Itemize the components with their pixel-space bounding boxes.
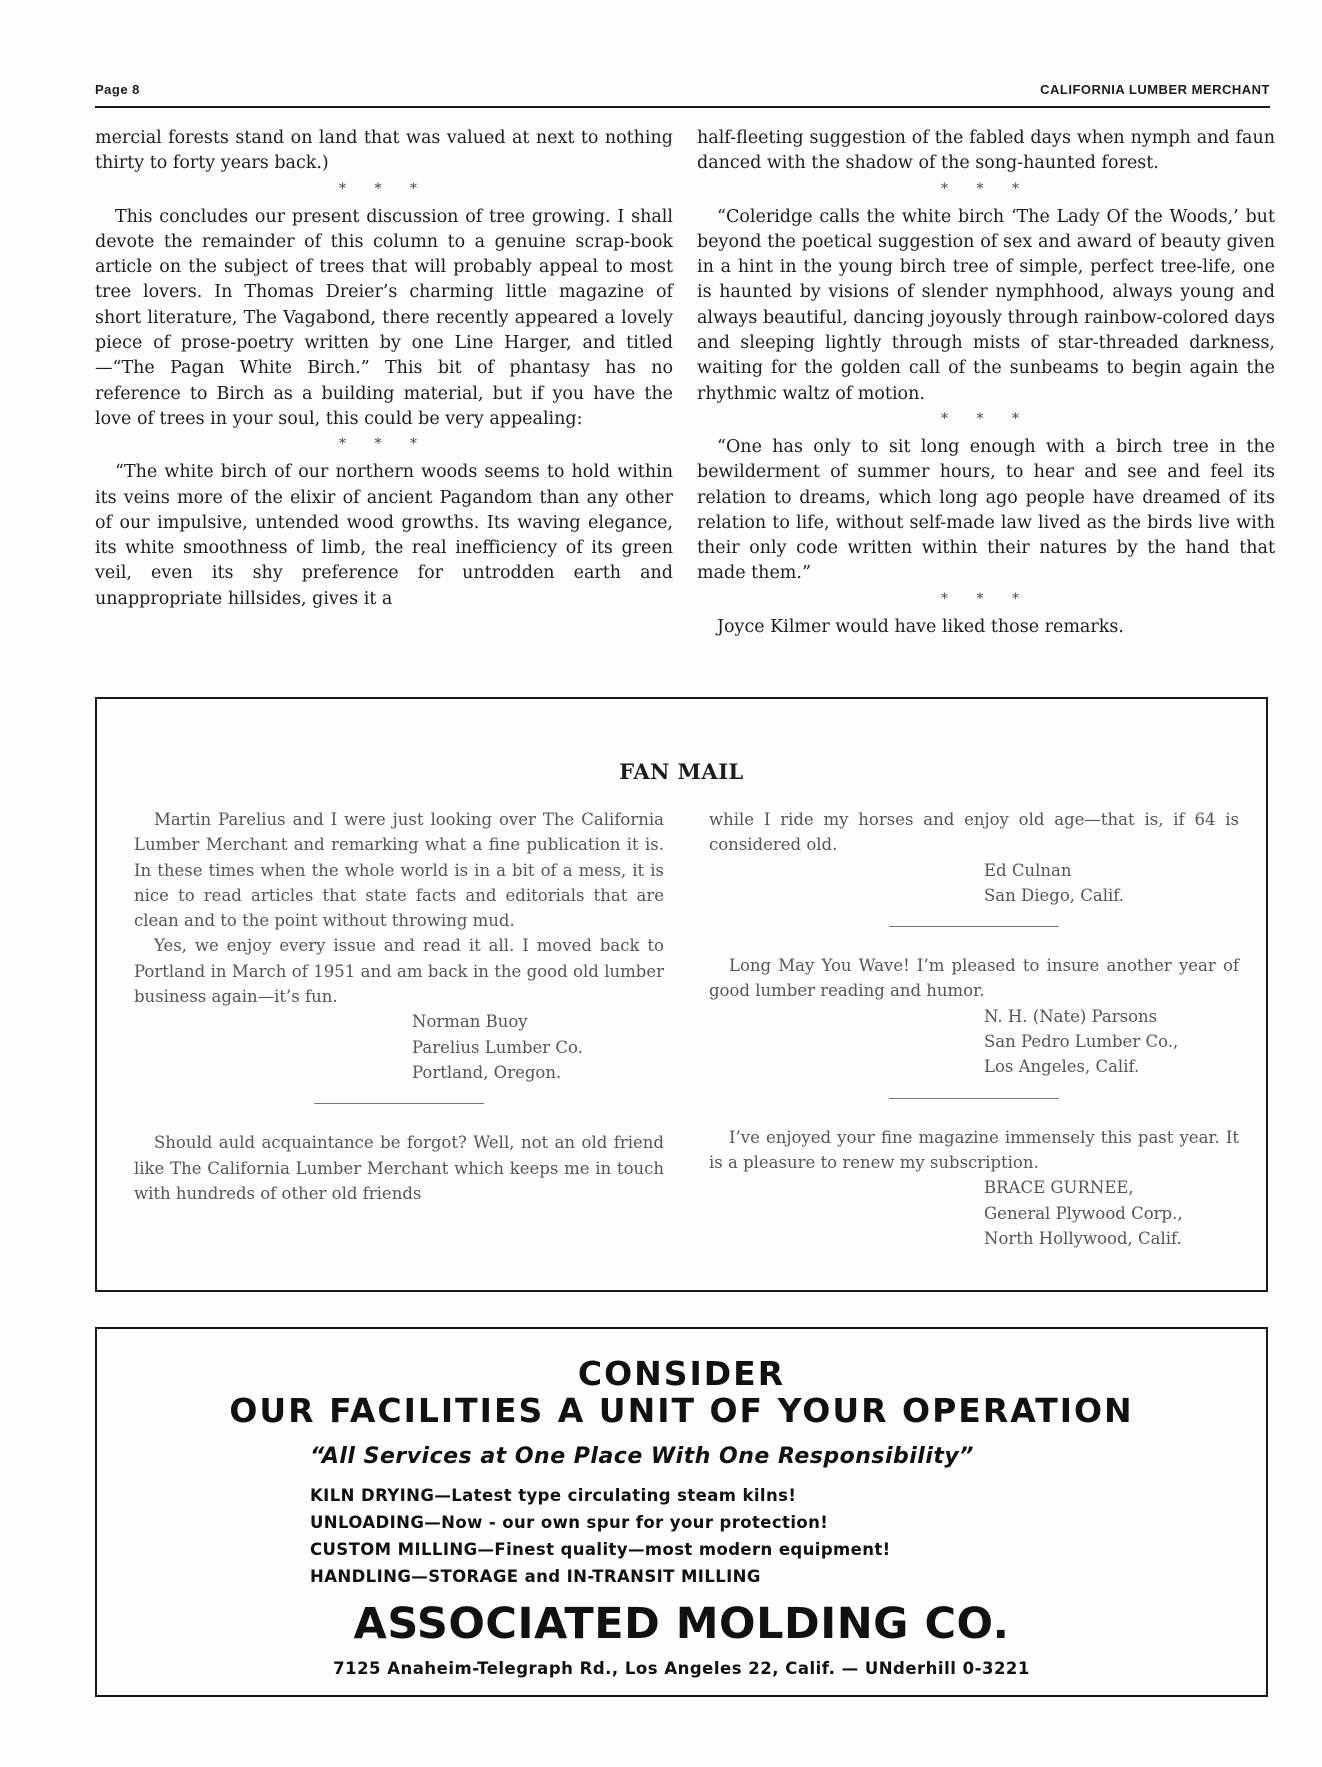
advertisement-box <box>95 1327 1268 1697</box>
signature-line: San Pedro Lumber Co., <box>984 1032 1179 1052</box>
ad-services-list <box>310 1482 891 1590</box>
letter-paragraph: Yes, we enjoy every issue and read it all. I moved back to Portland in March of 1951 and am back in the good old lumber business again—it’s fun. <box>134 936 664 1007</box>
signature-line: Ed Culnan <box>984 860 1072 880</box>
section-divider-stars: * * * <box>941 410 1031 427</box>
article-paragraph: mercial forests stand on land that was valued at next to nothing thirty to forty years back.) <box>95 128 673 174</box>
letter-paragraph: I’ve enjoyed your fine magazine immensely this past year. It is a pleasure to renew my subscription. <box>709 1127 1239 1172</box>
ad-headline: CONSIDER <box>577 1354 786 1393</box>
letter-signature <box>984 1004 1239 1080</box>
letter-paragraph: while I ride my horses and enjoy old age—that is, if 64 is considered old. <box>709 810 1239 855</box>
fan-mail-box <box>95 697 1268 1292</box>
ad-service-item: UNLOADING—Now - our own spur for your protection! <box>310 1513 829 1532</box>
page-header <box>95 82 1270 108</box>
section-divider-stars: * * * <box>941 180 1031 197</box>
letter-paragraph: Should auld acquaintance be forgot? Well, not an old friend like The California Lumber Merchant which keeps me in touch with hundreds of other old friends <box>134 1133 664 1203</box>
article-column-left <box>95 126 673 612</box>
letter-separator <box>314 1103 484 1104</box>
letter-separator <box>889 1098 1059 1099</box>
section-divider-stars: * * * <box>339 436 429 453</box>
letter-signature <box>984 858 1239 909</box>
article-paragraph: This concludes our present discussion of tree growing. I shall devote the remainder of this column to a genuine scrap-book article on the subject of trees that will probably appeal to most tree lovers. In Thomas Dreier’s charming little magazine of short literature, The Vagabond, there recently appeared a lovely piece of prose-poetry written by one Line Harger, and titled—“The Pagan White Birch.” This bit of phantasy has no reference to Birch as a building material, but if you have the love of trees in your soul, this could be very appealing: <box>95 206 673 429</box>
signature-line: General Plywood Corp., <box>984 1203 1183 1223</box>
letter-separator <box>889 926 1059 927</box>
article-paragraph: “One has only to sit long enough with a birch tree in the bewilderment of summer hours, to hear and see and feel its relation to dreams, which long ago people have dreamed of its relation to life, without self-made law lived as the birds live with their only code written within their natures by the hand that made them.” <box>697 436 1275 584</box>
article-paragraph: “Coleridge calls the white birch ‘The Lady Of the Woods,’ but beyond the poetical suggestion of sex and award of beauty given in a hint in the young birch tree of simple, perfect tree-life, one is haunted by visions of slender nymphhood, always young and always beautiful, dancing joyously through rainbow-colored days and sleeping lightly through mists of star-threaded darkness, waiting for the golden call of the sunbeams to begin again the rhythmic waltz of motion. <box>697 206 1275 404</box>
article-paragraph: half-fleeting suggestion of the fabled days when nymph and faun danced with the shadow of the song-haunted forest. <box>697 128 1275 174</box>
signature-line: Parelius Lumber Co. <box>412 1037 583 1057</box>
publication-title: CALIFORNIA LUMBER MERCHANT <box>1040 82 1270 97</box>
section-divider-stars: * * * <box>941 590 1031 607</box>
ad-subheadline: OUR FACILITIES A UNIT OF YOUR OPERATION <box>229 1391 1134 1430</box>
fan-mail-column-left <box>134 807 664 1206</box>
letter-paragraph: Martin Parelius and I were just looking over The California Lumber Merchant and remarking what a fine publication it is. In these times when the whole world is in a bit of a mess, it is nice to read articles that state facts and editorials that are clean and to the point without throwing mud. <box>134 810 664 931</box>
article-paragraph: “The white birch of our northern woods seems to hold within its veins more of the elixir of ancient Pagandom than any other of our impulsive, untended wood growths. Its waving elegance, its white smoothness of limb, the real inefficiency of its green veil, even its shy preference for untrodden earth and unappropriate hillsides, gives it a <box>95 462 673 609</box>
signature-line: Portland, Oregon. <box>412 1062 562 1082</box>
fan-mail-column-right <box>709 807 1239 1251</box>
signature-line: Los Angeles, Calif. <box>984 1057 1140 1077</box>
page-number: Page 8 <box>95 82 140 97</box>
section-divider-stars: * * * <box>339 180 429 197</box>
signature-line: San Diego, Calif. <box>984 885 1125 905</box>
ad-service-item: HANDLING—STORAGE and IN-TRANSIT MILLING <box>310 1567 761 1586</box>
ad-company-name: ASSOCIATED MOLDING CO. <box>353 1599 1010 1649</box>
letter-signature <box>412 1009 664 1085</box>
article-paragraph: Joyce Kilmer would have liked those remarks. <box>717 616 1124 637</box>
ad-address: 7125 Anaheim-Telegraph Rd., Los Angeles 22, Calif. — UNderhill 0-3221 <box>333 1659 1030 1678</box>
signature-line: BRACE GURNEE, <box>984 1178 1134 1198</box>
ad-slogan: “All Services at One Place With One Responsibility” <box>310 1444 974 1469</box>
letter-signature <box>984 1175 1239 1251</box>
letter-paragraph: Long May You Wave! I’m pleased to insure another year of good lumber reading and humor. <box>709 956 1239 1001</box>
article-column-right <box>697 126 1275 640</box>
ad-service-item: KILN DRYING—Latest type circulating steam kilns! <box>310 1486 797 1505</box>
fan-mail-title: FAN MAIL <box>619 759 744 784</box>
ad-service-item: CUSTOM MILLING—Finest quality—most modern equipment! <box>310 1540 891 1559</box>
signature-line: North Hollywood, Calif. <box>984 1228 1182 1248</box>
signature-line: Norman Buoy <box>412 1012 528 1032</box>
signature-line: N. H. (Nate) Parsons <box>984 1006 1158 1026</box>
